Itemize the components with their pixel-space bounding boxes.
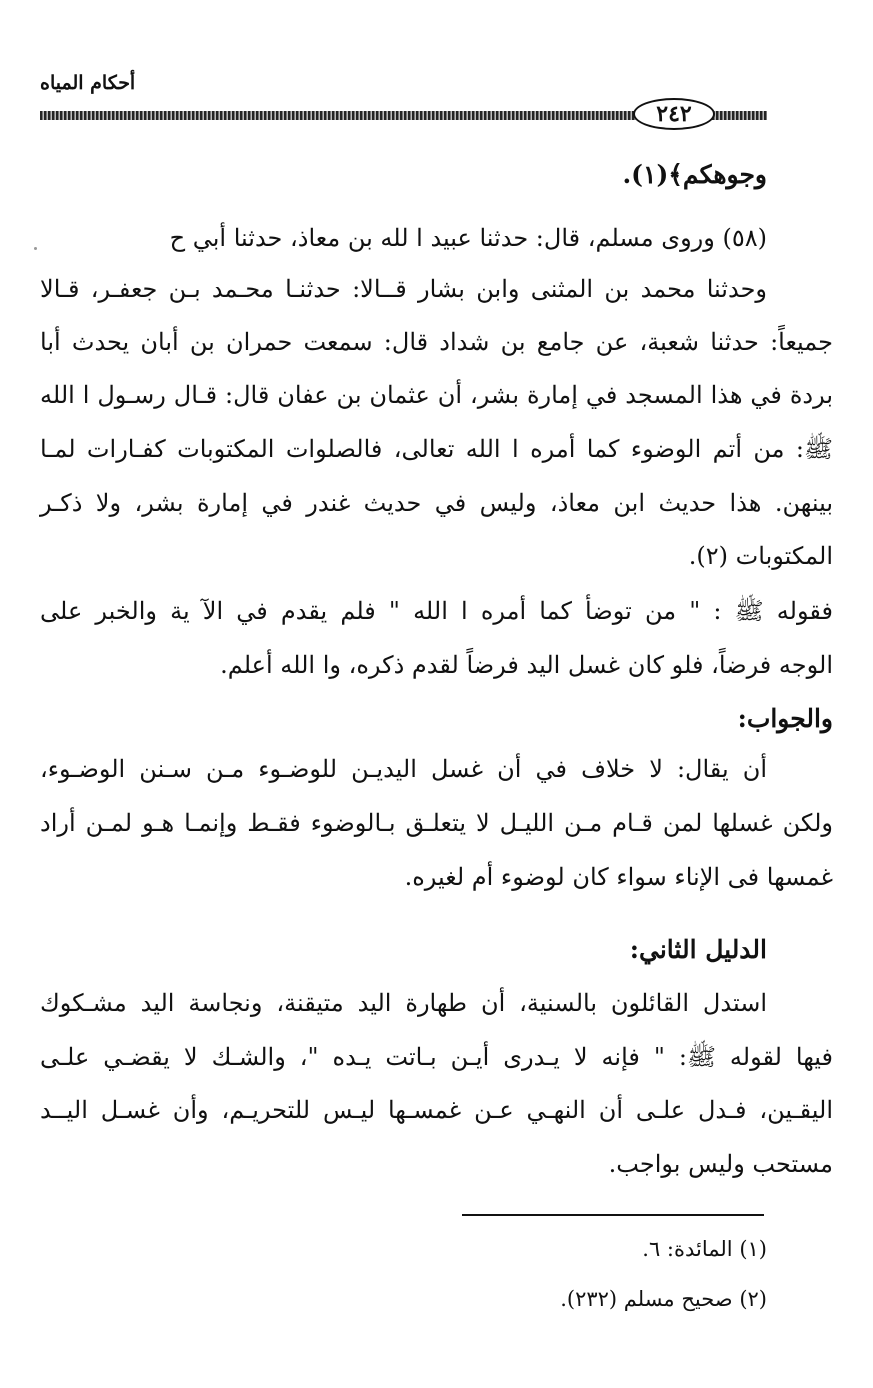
section-heading-second-evidence: الدليل الثاني: [629, 935, 767, 964]
body-line: استدل القائلون بالسنية، أن طهارة اليد متيقنة، ونجاسة اليد مشـكوك [40, 989, 767, 1017]
margin-dot [34, 247, 37, 250]
body-line: وجوهكم﴾(١). [622, 160, 767, 189]
body-line: بردة في هذا المسجد في إمارة بشر، أن عثمان بن عفان قال: قـال رسـول ا الله [40, 381, 833, 409]
body-line: ولكن غسلها لمن قـام مـن الليـل لا يتعلـق بـالوضوء فقـط وإنمـا هـو لمـن أراد [40, 809, 833, 837]
footnote: (٢) صحيح مسلم (٢٣٢). [560, 1287, 767, 1311]
section-heading-answer: والجواب: [737, 704, 833, 733]
body-line: فيها لقوله ﷺ: " فإنه لا يـدرى أيـن بـاتت يـده "، والشـك لا يقضـي علـى [40, 1043, 833, 1071]
page-number: ٢٤٢ [633, 98, 715, 130]
footnote-rule [462, 1214, 764, 1216]
book-title: أحكام المياه [40, 72, 136, 94]
body-line: المكتوبات (٢). [688, 542, 833, 570]
body-line: أن يقال: لا خلاف في أن غسل اليديـن للوضـوء مـن سـنن الوضـوء، [40, 755, 767, 783]
body-line: وحدثنا محمد بن المثنى وابن بشار قــالا: حدثنـا محـمد بـن جعفـر، قـالا [40, 275, 767, 303]
body-line: جميعاً: حدثنا شعبة، عن جامع بن شداد قال: سمعت حمران بن أبان يحدث أبا [40, 328, 833, 356]
body-line: مستحب وليس بواجب. [608, 1150, 833, 1178]
body-line: غمسها فى الإناء سواء كان لوضوء أم لغيره. [404, 863, 833, 891]
body-line: (٥٨) وروى مسلم، قال: حدثنا عبيد ا لله بن معاذ، حدثنا أبي ح [169, 224, 767, 252]
body-line: ﷺ: من أتم الوضوء كما أمره ا الله تعالى، فالصلوات المكتوبات كفـارات لمـا [40, 435, 833, 463]
body-line: اليقـين، فـدل علـى أن النهـي عـن غمسـها ليـس للتحريـم، وأن غسـل اليــد [40, 1096, 833, 1124]
body-line: الوجه فرضاً، فلو كان غسل اليد فرضاً لقدم ذكره، وا الله أعلم. [220, 651, 833, 679]
body-line: فقوله ﷺ : " من توضأ كما أمره ا الله " فلم يقدم في الآ ية والخبر على [40, 597, 833, 625]
body-line: بينهن. هذا حديث ابن معاذ، وليس في حديث غندر في إمارة بشر، ولا ذكـر [40, 489, 833, 517]
footnote: (١) المائدة: ٦. [642, 1237, 767, 1261]
